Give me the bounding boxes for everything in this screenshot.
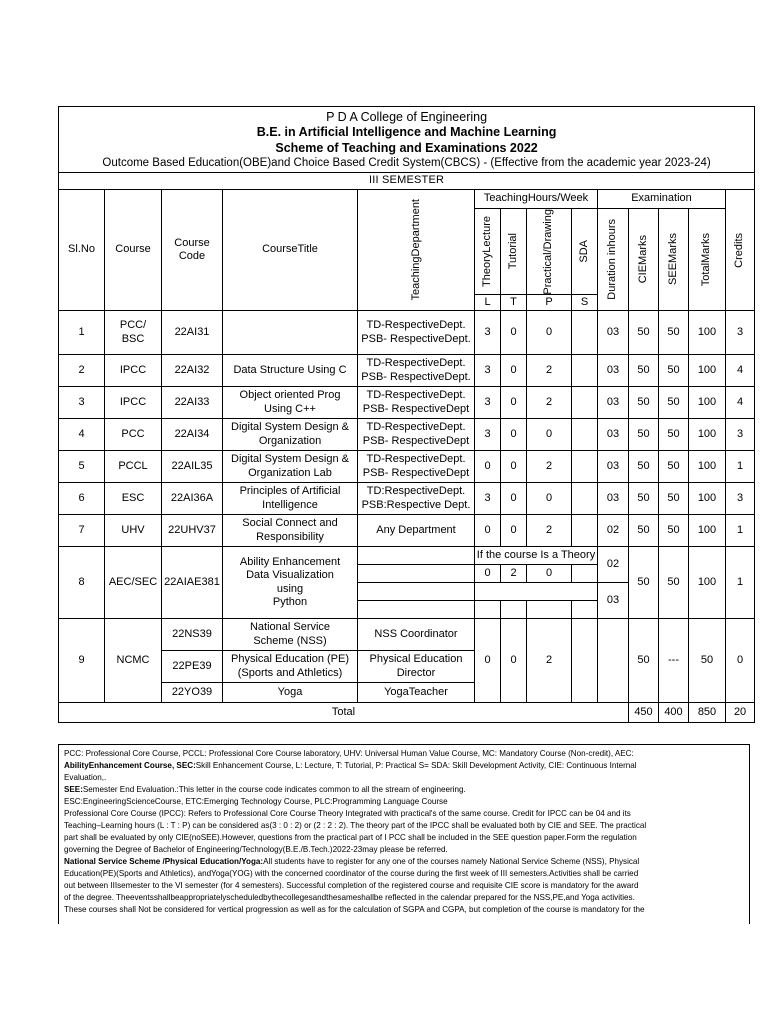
row-t: 0 [501, 419, 527, 451]
title-line2: Responsibility [256, 530, 324, 543]
row-see: --- [659, 619, 689, 703]
note-ipcc-2: Teaching–Learning hours (L : T : P) can be considered as(3 : 0 : 2) or (2 : 2 : 2). The theory part of the IPCC shall be evaluated both by CIE and SEE. The practical [64, 820, 647, 830]
note-esc: ESC:EngineeringScienceCourse, ETC:Emerging Technology Course, PLC:Programming Language Course [64, 796, 448, 806]
row-t: 0 [501, 515, 527, 547]
title-line2: Intelligence [262, 498, 318, 511]
note-nss-2: Education(PE)(Sports and Athletics), andYoga(YOG) with the concerned coordinator of the course during the first week of III semesters.Activities shall be carried [64, 868, 639, 878]
col-header-s: S [572, 295, 598, 311]
row-total: 100 [689, 355, 726, 387]
row-l: 0 [475, 619, 501, 703]
dept-line2: PSB- RespectiveDept [362, 466, 470, 479]
table-row [59, 619, 755, 651]
col-header-credits: Credits [726, 190, 755, 311]
note-abbreviations-2 [64, 760, 744, 771]
row-credits: 3 [726, 311, 755, 355]
total-see: 400 [659, 703, 689, 723]
row-course-code: 22AI36A [162, 483, 223, 515]
title-line2: (Sports and Athletics) [237, 666, 343, 679]
col-header-duration: Duration inhours [598, 208, 629, 311]
row-credits: 3 [726, 419, 755, 451]
row-credits: 1 [726, 547, 755, 619]
row-p: 2 [527, 451, 572, 483]
row-course-title [223, 419, 358, 451]
row-course-code: 22AIAE381 [162, 547, 223, 619]
row-cie: 50 [629, 355, 659, 387]
col-group-teaching-hours: TeachingHours/Week [475, 190, 598, 208]
row-t: 0 [501, 619, 527, 703]
row-department [358, 451, 475, 483]
row-slno: 9 [59, 619, 105, 703]
note-nss-1 [64, 856, 744, 867]
row-course-code: 22AI31 [162, 311, 223, 355]
row-l-empty [475, 601, 501, 619]
row-duration [598, 619, 629, 703]
col-header-cie-marks: CIEMarks [629, 208, 659, 311]
row-total: 100 [689, 515, 726, 547]
dept-line1: Physical Education [369, 653, 463, 666]
col-header-teaching-department [358, 190, 475, 311]
row-p: 2 [527, 515, 572, 547]
row-credits: 3 [726, 483, 755, 515]
row-slno: 6 [59, 483, 105, 515]
col-header-l: L [475, 295, 501, 311]
row-course-title [223, 387, 358, 419]
col-header-theory-lecture: TheoryLecture [475, 208, 501, 295]
col-header-total-marks: TotalMarks [689, 208, 726, 311]
row-total: 50 [689, 619, 726, 703]
course-code-line1: Course [174, 236, 210, 249]
note-bold-aec: AbilityEnhancement Course, SEC: [64, 760, 196, 770]
row-slno: 7 [59, 515, 105, 547]
program-name: B.E. in Artificial Intelligence and Machine Learning [256, 125, 557, 140]
note-nss-5: These courses shall Not be considered for vertical progression as well as for the calculation of SGPA and CGPA, but completion of the course is mandatory for the [64, 904, 645, 914]
title-line1: National Service [249, 621, 331, 634]
col-header-course: Course [105, 190, 162, 311]
row-course-title [223, 547, 358, 619]
row-department [358, 311, 475, 355]
table-row [59, 387, 755, 419]
row-course: PCC [105, 419, 162, 451]
row-slno: 8 [59, 547, 105, 619]
row-department [358, 419, 475, 451]
col-group-examination: Examination [598, 190, 726, 208]
scheme-table [58, 106, 755, 723]
note-ipcc-3: part shall be evaluated by only CIE(noSEE).However, questions from the practical part of I PCC shall be included in the SEE question paper.Form the regulation [64, 832, 637, 842]
table-row [59, 515, 755, 547]
row-see: 50 [659, 419, 689, 451]
row-course-title [223, 651, 358, 683]
note-bold-nss: National Service Scheme /Physical Education/Yoga: [64, 856, 264, 866]
row-s [572, 619, 598, 703]
dept-line2: PSB:Respective Dept. [361, 498, 471, 511]
row-total: 100 [689, 451, 726, 483]
institution-name: P D A College of Engineering [326, 110, 488, 124]
col-header-t: T [501, 295, 527, 311]
title-line1: Object oriented Prog [239, 389, 341, 402]
row-l: 0 [475, 451, 501, 483]
total-label: Total [59, 703, 629, 723]
table-row [59, 311, 755, 355]
row-course-code: 22UHV37 [162, 515, 223, 547]
table-row [59, 355, 755, 387]
row-total: 100 [689, 483, 726, 515]
row-total: 100 [689, 547, 726, 619]
title-line4: Python [272, 596, 308, 609]
row-course-title [223, 451, 358, 483]
row-cie: 50 [629, 311, 659, 355]
row-l: 3 [475, 355, 501, 387]
row-l: 3 [475, 387, 501, 419]
row-credits: 0 [726, 619, 755, 703]
row-p: 0 [527, 565, 572, 583]
row-course-title [223, 619, 358, 651]
row-course-title [223, 311, 358, 355]
row-credits: 1 [726, 515, 755, 547]
header-row-group [59, 190, 755, 208]
row-cie: 50 [629, 419, 659, 451]
row-p: 2 [527, 355, 572, 387]
row-duration: 02 [598, 515, 629, 547]
dept-line1: TD-RespectiveDept. [366, 421, 466, 434]
row-department [358, 387, 475, 419]
col-header-sda: SDA [572, 208, 598, 295]
table-row [59, 451, 755, 483]
dept-line1: TD-RespectiveDept. [366, 389, 466, 402]
row-t: 0 [501, 451, 527, 483]
col-header-course-code [162, 190, 223, 311]
title-line1: Digital System Design & [231, 453, 349, 466]
row-hours-empty [475, 583, 598, 601]
table-row [59, 483, 755, 515]
row-course-title [223, 515, 358, 547]
note-see [64, 784, 744, 795]
row-l: 0 [475, 565, 501, 583]
row-slno: 5 [59, 451, 105, 483]
row-s [572, 451, 598, 483]
title-line2: Data Visualization [246, 569, 334, 582]
title-line1: Social Connect and [242, 517, 338, 530]
row-p: 2 [527, 619, 572, 703]
row-course-code: 22NS39 [162, 619, 223, 651]
row-duration: 03 [598, 419, 629, 451]
col-header-slno: Sl.No [59, 190, 105, 311]
row-duration: 03 [598, 387, 629, 419]
col-header-course-title: CourseTitle [223, 190, 358, 311]
dept-line1: TD:RespectiveDept. [366, 485, 466, 498]
row-t: 2 [501, 565, 527, 583]
row-t: 0 [501, 311, 527, 355]
row-t: 0 [501, 387, 527, 419]
row-department [358, 483, 475, 515]
row-t: 0 [501, 483, 527, 515]
note-rest-nss: All students have to register for any one of the courses namely National Service Scheme (NSS), Physical [263, 856, 640, 866]
row-course-title [223, 483, 358, 515]
row-course: ESC [105, 483, 162, 515]
row-t: 0 [501, 355, 527, 387]
row-see: 50 [659, 451, 689, 483]
dept-line1: TD-RespectiveDept. [366, 453, 466, 466]
row-course-code: 22YO39 [162, 683, 223, 703]
row-see: 50 [659, 483, 689, 515]
row-department: YogaTeacher [358, 683, 475, 703]
dept-line2: PSB- RespectiveDept. [361, 332, 471, 345]
row-slno: 3 [59, 387, 105, 419]
note-bold-see: SEE: [64, 784, 83, 794]
row-cie: 50 [629, 387, 659, 419]
row-l: 3 [475, 419, 501, 451]
dept-line2: PSB- RespectiveDept. [361, 370, 471, 383]
row-department-empty [358, 601, 475, 619]
row-course-code: 22AIL35 [162, 451, 223, 483]
note-ipcc-4: governing the Degree of Bachelor of Engineering/Technology(B.E./B.Tech.)2022-23may please be referred. [64, 844, 448, 854]
course-line2: BSC [121, 332, 145, 345]
total-cie: 450 [629, 703, 659, 723]
total-row [59, 703, 755, 723]
row-course [105, 311, 162, 355]
title-line1: Ability Enhancement [239, 555, 341, 568]
title-line2: Using C++ [264, 402, 316, 415]
row-course: PCCL [105, 451, 162, 483]
note-rest-aec: Skill Enhancement Course, L: Lecture, T: Tutorial, P: Practical S= SDA: Skill Development Activity, CIE: Continuous Internal [195, 760, 637, 770]
row-cie: 50 [629, 451, 659, 483]
document-title-block [59, 107, 755, 173]
row-course: UHV [105, 515, 162, 547]
row-department: Any Department [358, 515, 475, 547]
row-duration: 03 [598, 355, 629, 387]
total-credits: 20 [726, 703, 755, 723]
note-nss-3: out between IIIsemester to the VI semester (for 4 semesters). Successful completion of the registered course and requisite CIE score is mandatory for the award [64, 880, 639, 890]
title-row [59, 107, 755, 173]
title-line2: Organization [258, 434, 322, 447]
row-slno: 4 [59, 419, 105, 451]
row-duration-a: 02 [598, 547, 629, 583]
row-s [572, 311, 598, 355]
row-t-empty [501, 601, 527, 619]
row-department-empty [358, 565, 475, 583]
row-s-empty [572, 601, 598, 619]
title-line2: Scheme (NSS) [253, 634, 327, 647]
row-s [572, 355, 598, 387]
note-abbreviations-1: PCC: Professional Core Course, PCCL: Professional Core Course laboratory, UHV: Universal Human Value Course, MC: Mandatory Course (Non-credit), AEC: [64, 749, 634, 758]
row-total: 100 [689, 311, 726, 355]
course-code-line2: Code [178, 250, 206, 263]
row-cie: 50 [629, 619, 659, 703]
dept-line1: TD-RespectiveDept. [366, 357, 466, 370]
semester-label: III SEMESTER [59, 172, 755, 189]
row-course-code: 22AI32 [162, 355, 223, 387]
row-slno: 2 [59, 355, 105, 387]
row-s [572, 419, 598, 451]
row-see: 50 [659, 547, 689, 619]
total-marks: 850 [689, 703, 726, 723]
row-p: 0 [527, 483, 572, 515]
row-course-title: Data Structure Using C [223, 355, 358, 387]
row-course-title: Yoga [223, 683, 358, 703]
title-line3: using [276, 582, 304, 595]
row-see: 50 [659, 387, 689, 419]
row-p: 0 [527, 311, 572, 355]
row-l: 3 [475, 311, 501, 355]
row-l: 0 [475, 515, 501, 547]
row-credits: 4 [726, 387, 755, 419]
row-cie: 50 [629, 483, 659, 515]
row-slno: 1 [59, 311, 105, 355]
row-course: IPCC [105, 387, 162, 419]
row-credits: 1 [726, 451, 755, 483]
col-header-p: P [527, 295, 572, 311]
semester-row [59, 172, 755, 189]
dept-line2: PSB- RespectiveDept [362, 434, 470, 447]
title-line1: Physical Education (PE) [231, 653, 349, 666]
col-header-tutorial: Tutorial [501, 208, 527, 295]
row-cie: 50 [629, 515, 659, 547]
row-l: 3 [475, 483, 501, 515]
row-duration-b: 03 [598, 583, 629, 619]
note-ipcc-1: Professional Core Course (IPCC): Refers to Professional Core Course Theory Integrated with practical's of the same course. Credit for IPCC can be 04 and its [64, 808, 631, 818]
dept-header-line1: TeachingDepartment [409, 199, 422, 301]
note-rest-see: Semester End Evaluation.:This letter in the course code indicates common to all the stream of engineering. [82, 784, 466, 794]
row-duration: 03 [598, 311, 629, 355]
title-line1: Principles of Artificial [239, 485, 341, 498]
row-p-empty [527, 601, 572, 619]
row-s [572, 483, 598, 515]
theory-condition-note: If the course Is a Theory [475, 547, 598, 565]
row-course: NCMC [105, 619, 162, 703]
course-line1: PCC/ [119, 319, 147, 332]
dept-line2: Director [396, 666, 436, 679]
row-course: IPCC [105, 355, 162, 387]
dept-line2: PSB- RespectiveDept [362, 402, 470, 415]
row-see: 50 [659, 355, 689, 387]
row-p: 0 [527, 419, 572, 451]
note-abbreviations-3: Evaluation,. [64, 772, 107, 782]
row-credits: 4 [726, 355, 755, 387]
row-department [358, 547, 475, 565]
col-header-practical-drawing: Practical/Drawing [527, 208, 572, 295]
row-p: 2 [527, 387, 572, 419]
scheme-table-container [58, 106, 750, 723]
title-line1: Digital System Design & [231, 421, 349, 434]
row-department [358, 651, 475, 683]
col-header-see-marks: SEEMarks [659, 208, 689, 311]
row-s [572, 387, 598, 419]
row-cie: 50 [629, 547, 659, 619]
table-row [59, 419, 755, 451]
row-department-empty [358, 583, 475, 601]
row-duration: 03 [598, 483, 629, 515]
row-total: 100 [689, 419, 726, 451]
row-course-code: 22AI33 [162, 387, 223, 419]
dept-line1: TD-RespectiveDept. [366, 319, 466, 332]
row-department [358, 355, 475, 387]
row-duration: 03 [598, 451, 629, 483]
row-course-code: 22AI34 [162, 419, 223, 451]
row-department: NSS Coordinator [358, 619, 475, 651]
row-course: AEC/SEC [105, 547, 162, 619]
table-row [59, 547, 755, 565]
row-total: 100 [689, 387, 726, 419]
row-course-code: 22PE39 [162, 651, 223, 683]
note-nss-4: of the degree. Theeventsshallbeappropriatelyscheduledbythecollegesandthesameshallbe reflected in the calendar prepared for the NSS,PE,and Yoga activities. [64, 892, 635, 902]
notes-block [58, 744, 750, 924]
scheme-name: Scheme of Teaching and Examinations 2022 [275, 140, 538, 155]
row-see: 50 [659, 515, 689, 547]
row-see: 50 [659, 311, 689, 355]
row-s [572, 515, 598, 547]
row-s [572, 565, 598, 583]
education-system-line: Outcome Based Education(OBE)and Choice Based Credit System(CBCS) - (Effective from the academic year 2023-24) [102, 156, 711, 169]
title-line2: Organization Lab [248, 466, 332, 479]
